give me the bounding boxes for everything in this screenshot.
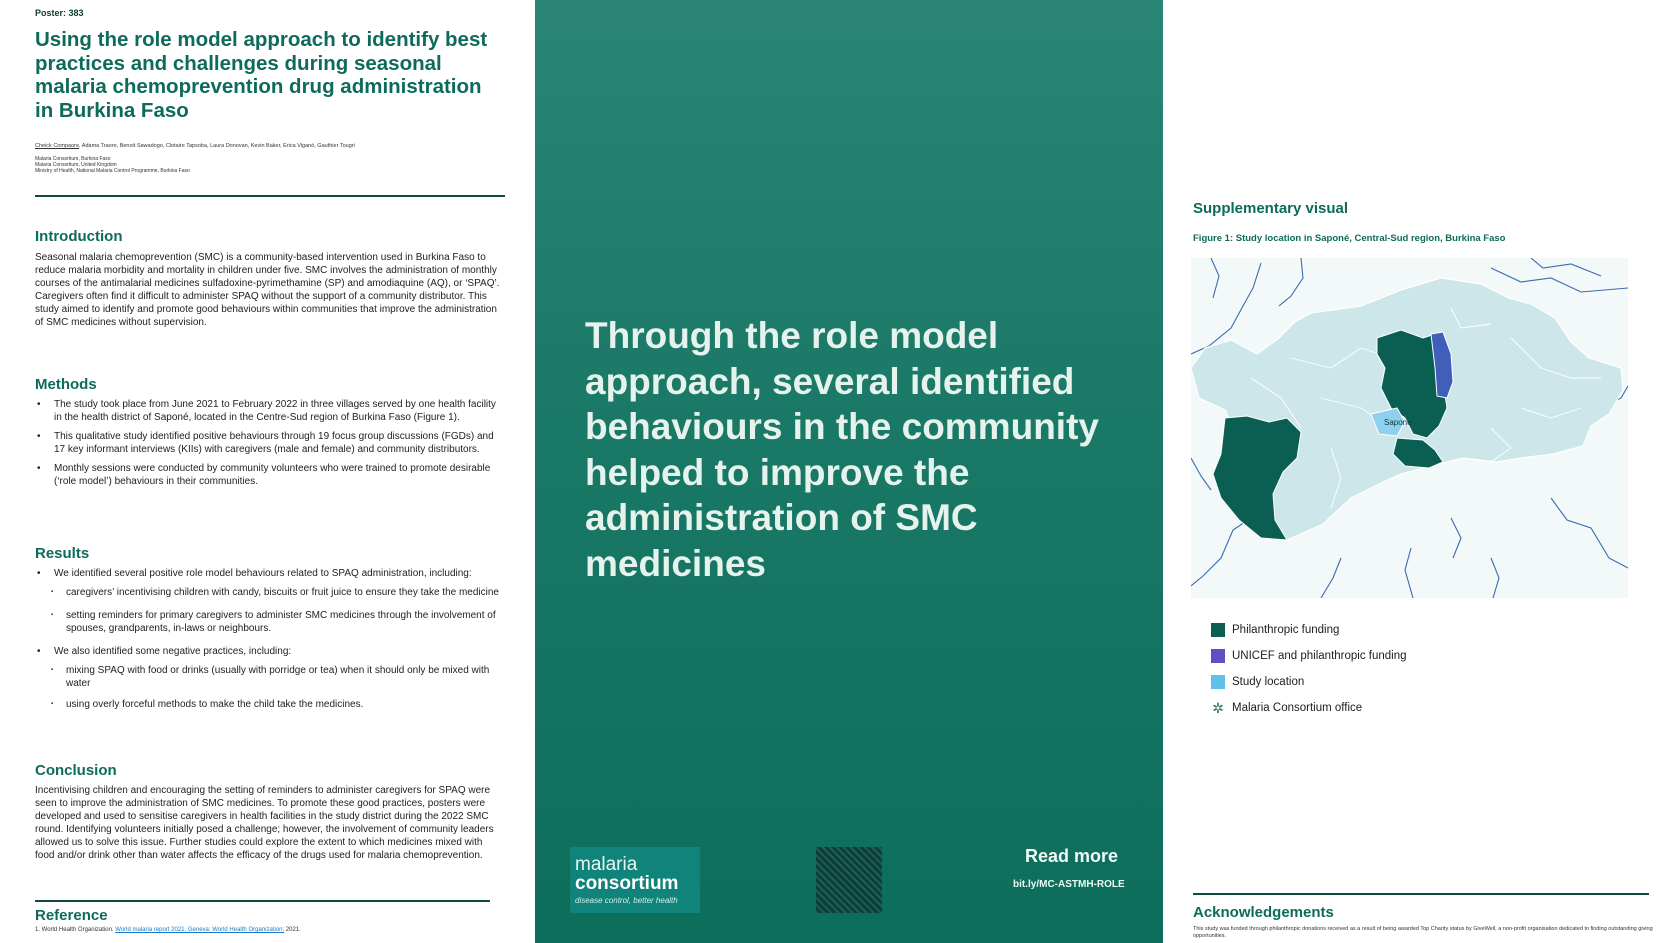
results-heading: Results — [35, 545, 90, 562]
legend-label-philanthropic: Philanthropic funding — [1232, 624, 1340, 636]
acknowledgements-divider — [1193, 893, 1649, 895]
legend-item-office — [1211, 695, 1407, 721]
left-column — [0, 0, 535, 943]
results-sub-2: ▪ setting reminders for primary caregivers to administer SMC medicines through the involvement of spouses, grandparents, in-laws or neighbours. — [35, 609, 500, 635]
legend-label-office: Malaria Consortium office — [1232, 702, 1363, 714]
philanthropic-swatch — [1211, 623, 1225, 637]
reference-suffix: 2021. — [284, 927, 301, 933]
affiliation-3: Ministry of Health, National Malaria Control Programme, Burkina Faso — [35, 168, 190, 175]
introduction-text: Seasonal malaria chemoprevention (SMC) is a community-based intervention used in Burkina Faso to reduce malaria morbidity and mortality in children under five. SMC involves the administration of monthly courses of the antimalarial medicines sulfadoxine-pyrimethamine (SP) and amodiaquine (AQ), or ‘SPAQ’. Caregivers often find it difficult to administer SPAQ without the support of a community distributor. This study aimed to identify and promote good behaviours within communities that improve the administration of SMC medicines without supervision. — [35, 252, 500, 328]
methods-item-3: • Monthly sessions were conducted by community volunteers who were trained to promote desirable (‘role model’) behaviours in their communities. — [35, 462, 500, 488]
read-more-label: Read more — [1025, 846, 1119, 866]
supplementary-heading: Supplementary visual — [1193, 200, 1349, 217]
malaria-consortium-logo — [570, 847, 700, 913]
methods-item-2: • This qualitative study identified positive behaviours through 19 focus group discussions (FGDs) and 17 key informant interviews (KIIs) with caregivers (male and female) and community distributors. — [35, 430, 500, 456]
unicef-swatch — [1211, 649, 1225, 663]
headline-text: Through the role model approach, several identified behaviours in the community helped to improve the administration of SMC medicines — [585, 315, 1099, 584]
acknowledgements-heading: Acknowledgements — [1193, 904, 1334, 921]
headline-panel — [535, 0, 1163, 943]
results-sub-1: ▪ caregivers’ incentivising children with candy, biscuits or fruit juice to ensure they take the medicine — [35, 586, 500, 599]
map-legend — [1211, 617, 1407, 721]
results-sub-4: ▪ using overly forceful methods to make the child take the medicines. — [35, 698, 500, 711]
legend-item-philanthropic — [1211, 617, 1407, 643]
logo-line-1: malaria — [575, 854, 638, 875]
affiliation-2: Malaria Consortium, United Kingdom — [35, 162, 117, 169]
read-more-link[interactable]: bit.ly/MC-ASTMH-ROLE — [1013, 879, 1125, 890]
sapone-label: Sapone — [1384, 418, 1412, 427]
map-graphic — [1191, 258, 1628, 598]
legend-label-study: Study location — [1232, 676, 1305, 688]
introduction-heading: Introduction — [35, 228, 123, 245]
reference-entry — [35, 927, 515, 933]
affiliations — [35, 156, 190, 175]
study-location-swatch — [1211, 675, 1225, 689]
results-list — [35, 567, 500, 719]
other-authors: , Adama Traore, Benoit Sawadogo, Clotaire Tapsoba, Laura Donovan, Kevin Baker, Erica Viganò, Gauthier Tougri — [79, 143, 355, 149]
author-list — [35, 142, 505, 150]
reference-heading: Reference — [35, 907, 108, 924]
legend-item-study — [1211, 669, 1407, 695]
methods-list — [35, 398, 500, 494]
figure-caption: Figure 1: Study location in Saponé, Central-Sud region, Burkina Faso — [1193, 233, 1506, 244]
logo-line-2: consortium — [575, 873, 679, 894]
header-divider — [35, 195, 505, 197]
reference-divider — [35, 900, 490, 902]
results-item-2: • We also identified some negative practices, including: — [35, 645, 500, 658]
results-item-1: • We identified several positive role model behaviours related to SPAQ administration, including: — [35, 567, 500, 580]
methods-heading: Methods — [35, 376, 97, 393]
logo-tagline: disease control, better health — [575, 896, 678, 905]
poster-title: Using the role model approach to identify best practices and challenges during seasonal malaria chemoprevention drug administration in Burkina Faso — [35, 28, 488, 122]
legend-item-unicef — [1211, 643, 1407, 669]
acknowledgements-text: This study was funded through philanthropic donations received as a result of being awarded Top Charity status by GiveWell, a non-profit organisation dedicated to finding outstanding giving opportunities. — [1193, 926, 1653, 939]
burkina-faso-map — [1191, 258, 1628, 598]
reference-prefix: 1. World Health Organization. — [35, 927, 116, 933]
reference-link[interactable]: World malaria report 2021. Geneva: World Health Organization; — [115, 927, 285, 933]
legend-label-unicef: UNICEF and philanthropic funding — [1232, 650, 1407, 662]
results-sub-3: ▪ mixing SPAQ with food or drinks (usually with porridge or tea) when it should only be mixed with water — [35, 664, 500, 690]
affiliation-1: Malaria Consortium, Burkina Faso — [35, 156, 111, 162]
first-author: Cheick Compaore — [35, 143, 80, 149]
qr-code-icon[interactable] — [816, 847, 882, 913]
star-marker-icon: ✲ — [1212, 700, 1224, 716]
conclusion-text: Incentivising children and encouraging the setting of reminders to administer caregivers for SPAQ were seen to improve the administration of SMC medicines. To promote these good practices, posters were developed and used to sensitise caregivers in health facilities in the study district during the 2022 SMC round. Identifying volunteers initially posed a challenge; however, the involvement of community leaders allowed us to solve this issue. Further studies could explore the extent to which medicines mixed with food and/or drink other than water affects the efficacy of the drugs used for malaria chemoprevention. — [35, 785, 494, 861]
right-column — [1163, 0, 1677, 943]
conclusion-heading: Conclusion — [35, 762, 117, 779]
methods-item-1: • The study took place from June 2021 to February 2022 in three villages served by one health facility in the health district of Saponé, located in the Centre-Sud region of Burkina Faso (Figure 1). — [35, 398, 500, 424]
poster-number: Poster: 383 — [35, 8, 84, 18]
